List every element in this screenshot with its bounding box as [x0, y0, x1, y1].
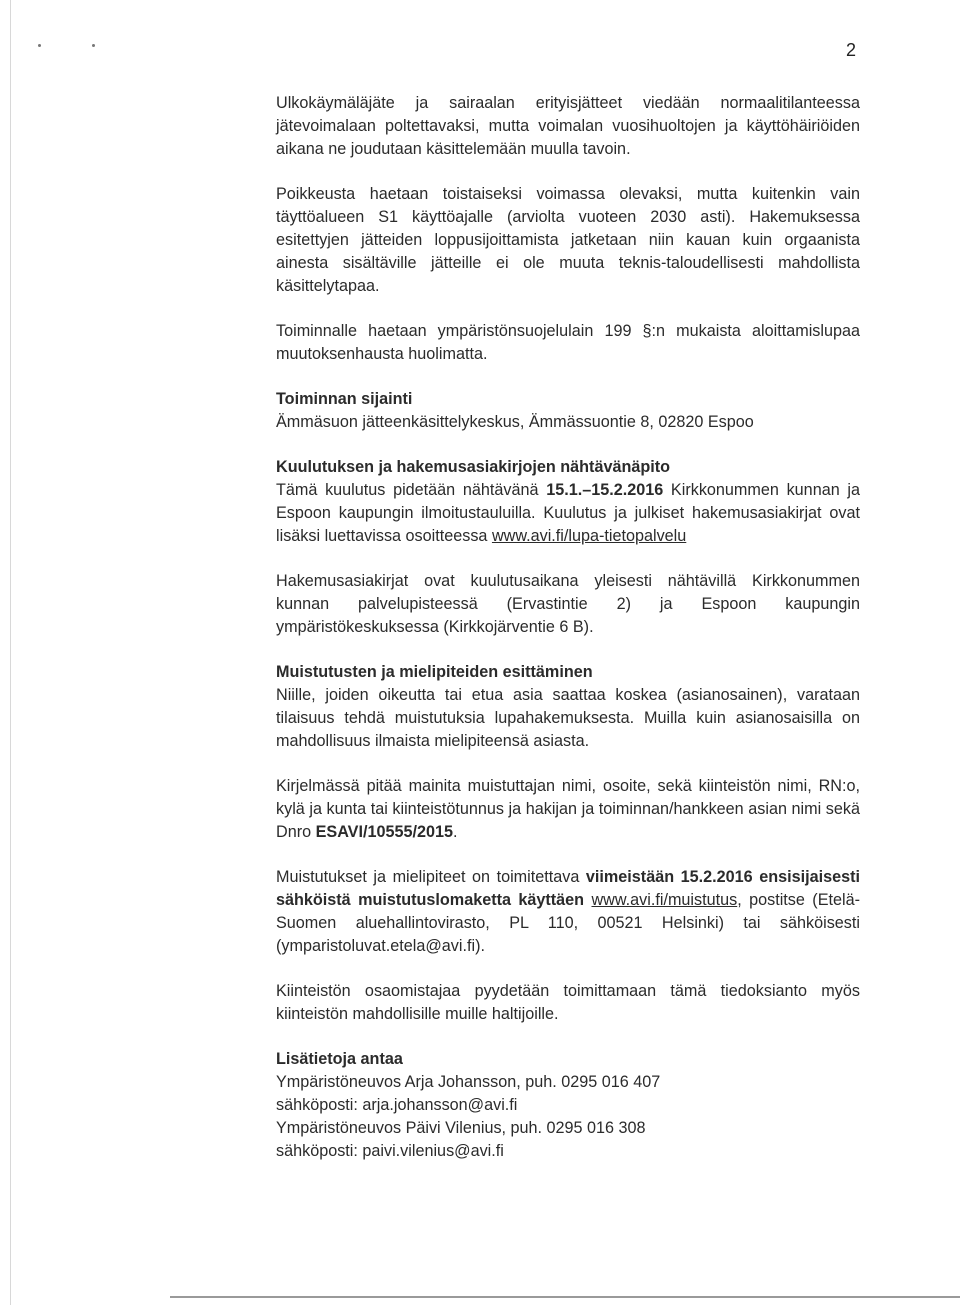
dnro-number: ESAVI/10555/2015	[315, 823, 453, 841]
owners-notice: Kiinteistön osaomistajaa pyydetään toimittamaan tämä tiedoksianto myös kiinteistön mahdollisille muille haltijoille.	[276, 982, 860, 1023]
page-edge-left	[10, 0, 11, 1305]
announcement-dates: 15.1.–15.2.2016	[546, 481, 664, 499]
contact-johansson-phone: Ympäristöneuvos Arja Johansson, puh. 0295 016 407	[276, 1073, 661, 1091]
objections-requirements	[276, 775, 860, 844]
contacts-heading: Lisätietoja antaa	[276, 1050, 403, 1068]
objections-rights: Niille, joiden oikeutta tai etua asia saattaa koskea (asianosainen), varataan tilaisuus tehdä muistutuksia lupahakemuksesta. Muilla kuin asianosaisilla on mahdollisuus ilmaista mielipiteensä asiasta.	[276, 686, 860, 750]
location-address: Ämmäsuon jätteenkäsittelykeskus, Ämmässuontie 8, 02820 Espoo	[276, 413, 754, 431]
contacts-section	[276, 1048, 860, 1163]
objections-requirements-end: .	[453, 823, 458, 841]
announcement-text	[276, 479, 860, 548]
announcement-text-middle: Kirkkonummen kunnan ja Espoon kaupungin ilmoitustauluilla. Kuulutus ja julkiset hakemusasiakirjat ovat lisäksi luettavissa osoitteessa	[276, 481, 860, 545]
muistutus-link[interactable]: www.avi.fi/muistutus	[591, 891, 738, 909]
page-number: 2	[845, 40, 856, 60]
lupa-tietopalvelu-link[interactable]: www.avi.fi/lupa-tietopalvelu	[491, 527, 687, 545]
objections-heading: Muistutusten ja mielipiteiden esittäminen	[276, 663, 593, 681]
paragraph-start-permit: Toiminnalle haetaan ympäristönsuojelulain 199 §:n mukaista aloittamislupaa muutoksenhausta huolimatta.	[276, 322, 860, 363]
contact-johansson-email: sähköposti: arja.johansson@avi.fi	[276, 1096, 518, 1114]
announcement-section	[276, 456, 860, 639]
deadline-text: viimeistään 15.2.2016 ensisijaisesti sähköistä muistutuslomaketta käyttäen	[276, 868, 860, 909]
paragraph-exemption: Poikkeusta haetaan toistaiseksi voimassa olevaksi, mutta kuitenkin vain täyttöalueen S1 käyttöajalle (arviolta vuoteen 2030 asti). Hakemuksessa esitettyjen jätteiden loppusijoittamista jatketaan niin kauan kuin orgaanista ainesta sisältäville jätteille ei ole muuta teknis-taloudellisesti mahdollista käsittelytapaa.	[276, 185, 860, 295]
contact-vilenius-email: sähköposti: paivi.vilenius@avi.fi	[276, 1142, 504, 1160]
location-heading: Toiminnan sijainti	[276, 390, 413, 408]
page-edge-bottom	[170, 1296, 960, 1298]
scan-mark	[92, 44, 95, 47]
objections-deadline-start: Muistutukset ja mielipiteet on toimitettava	[276, 868, 586, 886]
scan-mark	[38, 44, 41, 47]
objections-requirements-text: Kirjelmässä pitää mainita muistuttajan nimi, osoite, sekä kiinteistön nimi, RN:o, kylä ja kunta tai kiinteistötunnus ja hakijan ja toiminnan/hankkeen asian nimi sekä Dnro	[276, 777, 860, 841]
objections-section	[276, 661, 860, 1026]
document-body	[276, 92, 860, 1185]
announcement-text-start: Tämä kuulutus pidetään nähtävänä	[276, 481, 547, 499]
objections-deadline	[276, 866, 860, 958]
objections-deadline-end: , postitse (Etelä-Suomen aluehallintovirasto, PL 110, 00521 Helsinki) tai sähköisesti (ymparistoluvat.etela@avi.fi).	[276, 891, 860, 955]
location-section	[276, 388, 860, 434]
paragraph-waste-handling: Ulkokäymäläjäte ja sairaalan erityisjätteet viedään normaalitilanteessa jätevoimalaan poltettavaksi, mutta voimalan vuosihuoltojen ja käyttöhäiriöiden aikana ne joudutaan käsittelemään muulla tavoin.	[276, 94, 860, 158]
announcement-heading: Kuulutuksen ja hakemusasiakirjojen nähtävänäpito	[276, 458, 671, 476]
announcement-availability: Hakemusasiakirjat ovat kuulutusaikana yleisesti nähtävillä Kirkkonummen kunnan palvelupisteessä (Ervastintie 2) ja Espoon kaupungin ympäristökeskuksessa (Kirkkojärventie 6 B).	[276, 572, 860, 636]
contact-vilenius-phone: Ympäristöneuvos Päivi Vilenius, puh. 0295 016 308	[276, 1119, 646, 1137]
